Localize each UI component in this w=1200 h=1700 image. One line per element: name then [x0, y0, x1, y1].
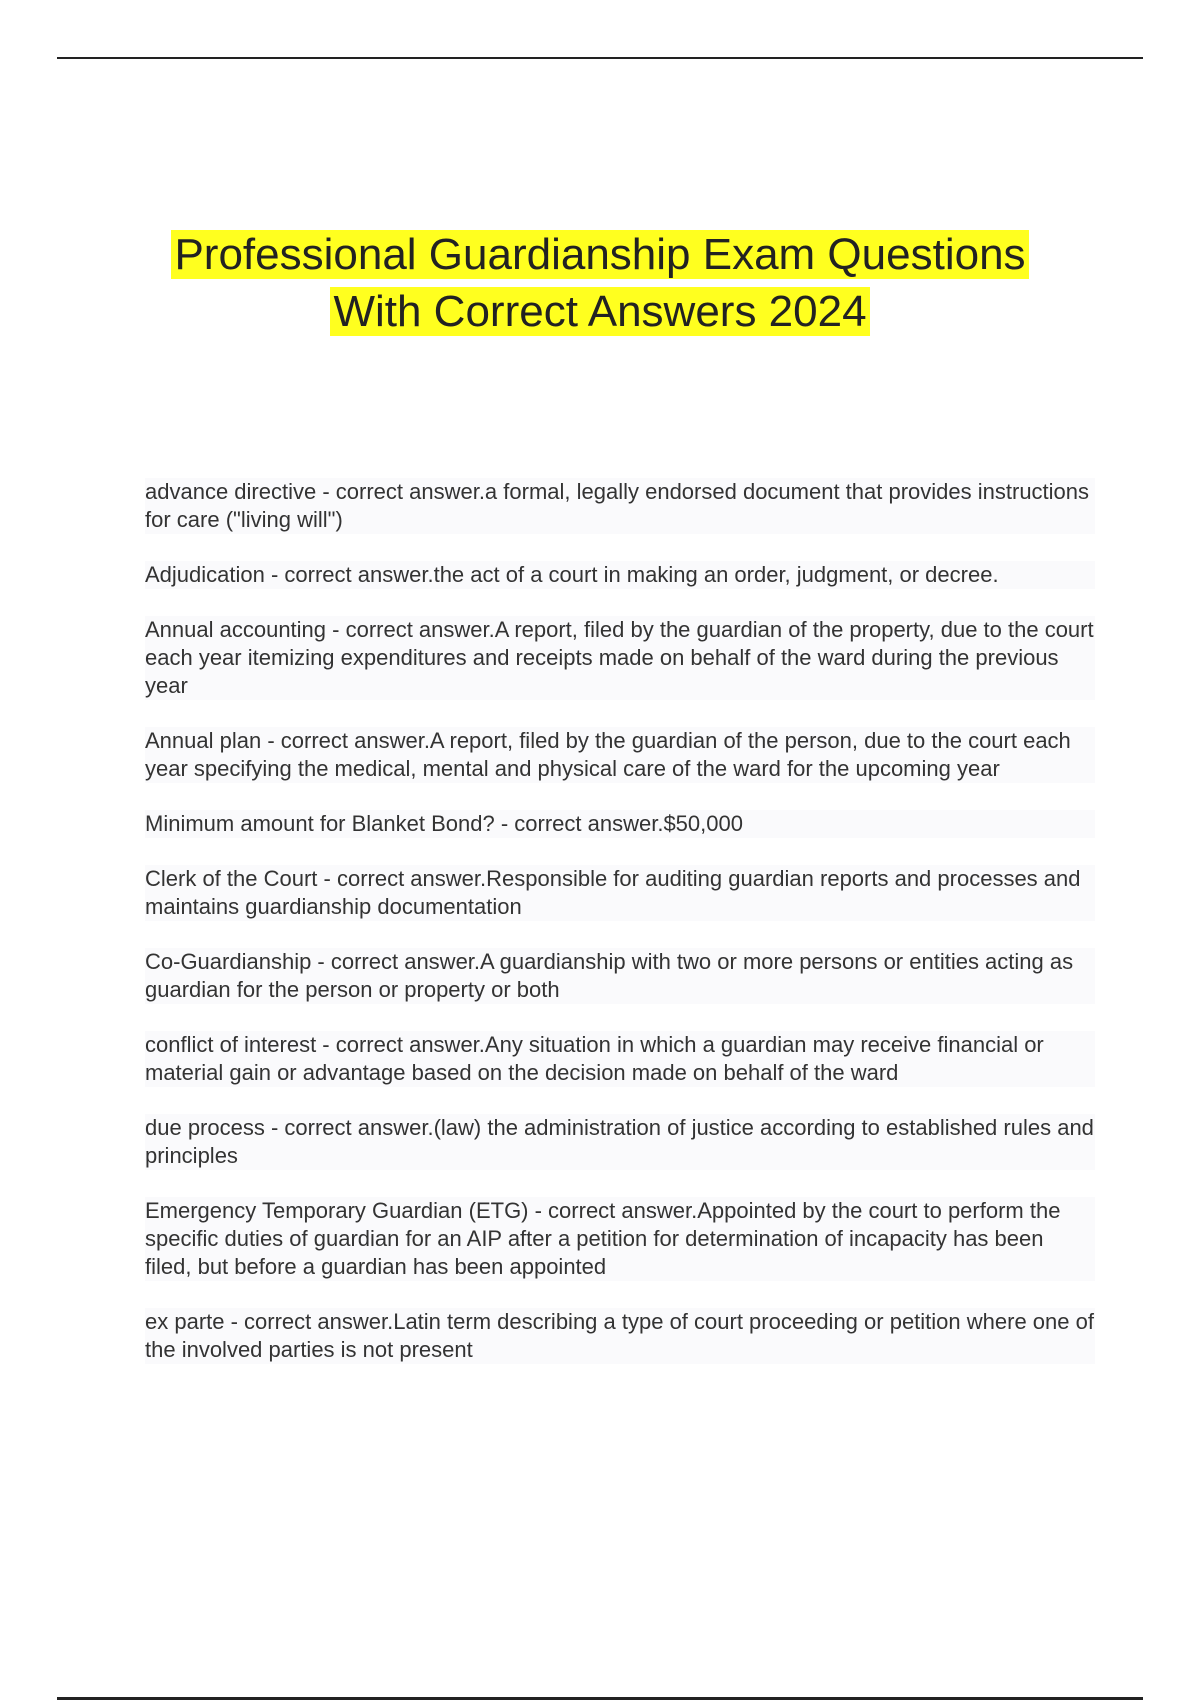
glossary-list: [145, 478, 1095, 1391]
glossary-entry-annual-accounting: Annual accounting - correct answer.A report, filed by the guardian of the property, due to the court each year itemizing expenditures and receipts made on behalf of the ward during the previous year: [145, 617, 1094, 698]
glossary-entry-annual-plan: Annual plan - correct answer.A report, filed by the guardian of the person, due to the court each year specifying the medical, mental and physical care of the ward for the upcoming year: [145, 727, 1095, 783]
glossary-entry-clerk-of-court: Clerk of the Court - correct answer.Responsible for auditing guardian reports and processes and maintains guardianship documentation: [145, 865, 1095, 921]
title-line-1: Professional Guardianship Exam Questions: [171, 230, 1028, 279]
glossary-entry-ex-parte: ex parte - correct answer.Latin term describing a type of court proceeding or petition where one of the involved parties is not present: [145, 1309, 1094, 1362]
glossary-entry-emergency-temporary-guardian: Emergency Temporary Guardian (ETG) - correct answer.Appointed by the court to perform the specific duties of guardian for an AIP after a petition for determination of incapacity has been filed, but before a guardian has been appointed: [145, 1197, 1095, 1281]
glossary-entry-advance-directive: advance directive - correct answer.a formal, legally endorsed document that provides instructions for care ("living will"): [145, 478, 1095, 534]
glossary-entry-conflict-of-interest: conflict of interest - correct answer.Any situation in which a guardian may receive financial or material gain or advantage based on the decision made on behalf of the ward: [145, 1031, 1095, 1087]
glossary-entry-adjudication: Adjudication - correct answer.the act of a court in making an order, judgment, or decree.: [145, 561, 1095, 589]
top-rule: [57, 57, 1143, 59]
title-line-2: With Correct Answers 2024: [330, 287, 869, 336]
glossary-entry-due-process: due process - correct answer.(law) the administration of justice according to established rules and principles: [145, 1115, 1094, 1168]
glossary-entry-blanket-bond: Minimum amount for Blanket Bond? - correct answer.$50,000: [145, 810, 1095, 838]
glossary-entry-co-guardianship: Co-Guardianship - correct answer.A guardianship with two or more persons or entities acting as guardian for the person or property or both: [145, 948, 1095, 1004]
page-title: [60, 226, 1140, 340]
